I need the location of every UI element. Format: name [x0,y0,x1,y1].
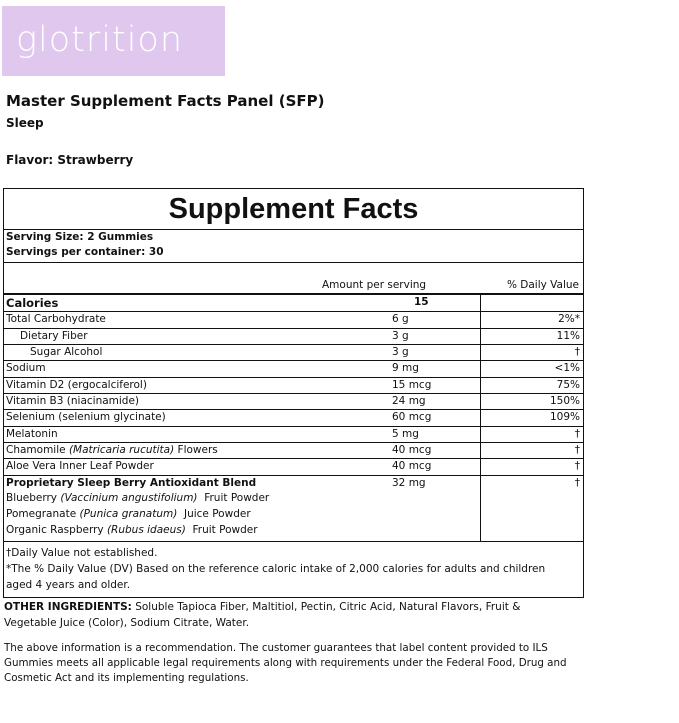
nutrient-row [4,360,583,377]
nutrient-row [4,507,583,523]
nutrient-row [4,328,583,345]
nutrient-amount: 32 mg [392,477,426,489]
nutrient-row [4,458,583,475]
nutrient-row [4,491,583,507]
dv-column-header: % Daily Value [506,279,579,291]
nutrient-name [6,524,258,536]
nutrient-amount: 60 mcg [392,411,432,423]
nutrient-name-suffix: Juice Powder [177,508,251,520]
nutrient-latin-name: (Punica granatum) [79,508,178,520]
divider [4,262,583,263]
divider [4,229,583,230]
nutrient-name-prefix: Chamomile [6,444,69,456]
nutrient-daily-value: † [574,460,580,472]
nutrient-name: Total Carbohydrate [6,313,106,325]
nutrient-daily-value: † [574,444,580,456]
nutrient-name: Aloe Vera Inner Leaf Powder [6,460,154,472]
nutrient-daily-value: <1% [554,362,580,374]
nutrient-row [4,393,583,410]
disclaimer: The above information is a recommendation. The customer guarantees that label content provided to ILS Gummies meets all applicable legal requirements along with requirements under the Federal Food, Drug and Cosmetic Act and its implementing regulations. [4,642,567,684]
nutrient-amount: 3 g [392,330,409,342]
nutrient-amount: 5 mg [392,428,419,440]
supplement-facts-panel [3,188,584,598]
amount-column-header: Amount per serving [322,279,427,291]
other-ingredients [4,599,564,631]
nutrient-row [4,523,583,539]
servings-per-container: Servings per container: 30 [6,246,164,258]
nutrient-name: Vitamin D2 (ergocalciferol) [6,379,147,391]
nutrient-row [4,344,583,361]
nutrient-latin-name: (Rubus idaeus) [106,524,186,536]
product-name: Sleep [6,116,44,130]
nutrient-latin-name: (Vaccinium angustifolium) [60,492,198,504]
nutrient-row [4,295,583,311]
nutrient-name [6,444,218,456]
nutrient-amount: 3 g [392,346,409,358]
nutrient-name: Vitamin B3 (niacinamide) [6,395,140,407]
nutrient-amount: 6 g [392,313,409,325]
nutrient-amount: 15 [414,296,429,308]
nutrient-row [4,377,583,394]
serving-size: Serving Size: 2 Gummies [6,231,154,243]
panel-title: Supplement Facts [168,193,419,225]
nutrient-latin-name: (Matricaria rucutita) [68,444,175,456]
nutrient-amount: 40 mcg [392,444,432,456]
nutrient-name-suffix: Fruit Powder [197,492,270,504]
nutrient-daily-value: † [574,428,580,440]
nutrient-name: Melatonin [6,428,58,440]
nutrient-name-prefix: Organic Raspberry [6,524,107,536]
divider [4,541,583,542]
nutrient-daily-value: 75% [556,379,580,391]
nutrient-row [4,475,583,492]
flavor-label: Flavor: Strawberry [6,153,134,167]
nutrient-row [4,442,583,459]
other-ingredients-label: OTHER INGREDIENTS: [4,601,132,613]
nutrient-name [6,508,251,520]
document-title: Master Supplement Facts Panel (SFP) [6,92,325,110]
nutrient-name: Dietary Fiber [20,330,88,342]
nutrient-daily-value: 150% [549,395,580,407]
nutrient-daily-value: 11% [556,330,580,342]
nutrient-name: Sodium [6,362,46,374]
nutrient-row [4,426,583,443]
footnote-daily-value: *The % Daily Value (DV) Based on the reference caloric intake of 2,000 calories for adults and children aged 4 years and older. [6,563,546,591]
nutrient-name-suffix: Fruit Powder [185,524,258,536]
other-ingredients-text: Soluble Tapioca Fiber, Maltitiol, Pectin, Citric Acid, Natural Flavors, Fruit & Vegetable Juice (Color), Sodium Citrate, Water. [4,601,521,629]
nutrient-name: Calories [6,296,59,310]
nutrient-name: Sugar Alcohol [30,346,103,358]
nutrient-amount: 24 mg [392,395,426,407]
nutrient-row [4,311,583,328]
nutrient-daily-value: 2%* [558,313,580,325]
nutrient-name-suffix: Flowers [174,444,218,456]
nutrient-amount: 15 mcg [392,379,432,391]
nutrient-name [6,492,269,504]
nutrient-daily-value: 109% [549,411,580,423]
nutrient-row [4,409,583,426]
nutrient-name-prefix: Pomegranate [6,508,80,520]
nutrient-daily-value: † [574,346,580,358]
nutrient-name: Selenium (selenium glycinate) [6,411,166,423]
brand-logo [2,6,225,76]
nutrient-amount: 9 mg [392,362,419,374]
logo-text: glotrition [16,20,184,60]
nutrient-amount: 40 mcg [392,460,432,472]
nutrient-name: Proprietary Sleep Berry Antioxidant Blend [6,477,257,489]
nutrient-name-prefix: Blueberry [6,492,61,504]
nutrient-daily-value: † [574,477,580,489]
footnote-dv-not-established: †Daily Value not established. [6,547,158,559]
